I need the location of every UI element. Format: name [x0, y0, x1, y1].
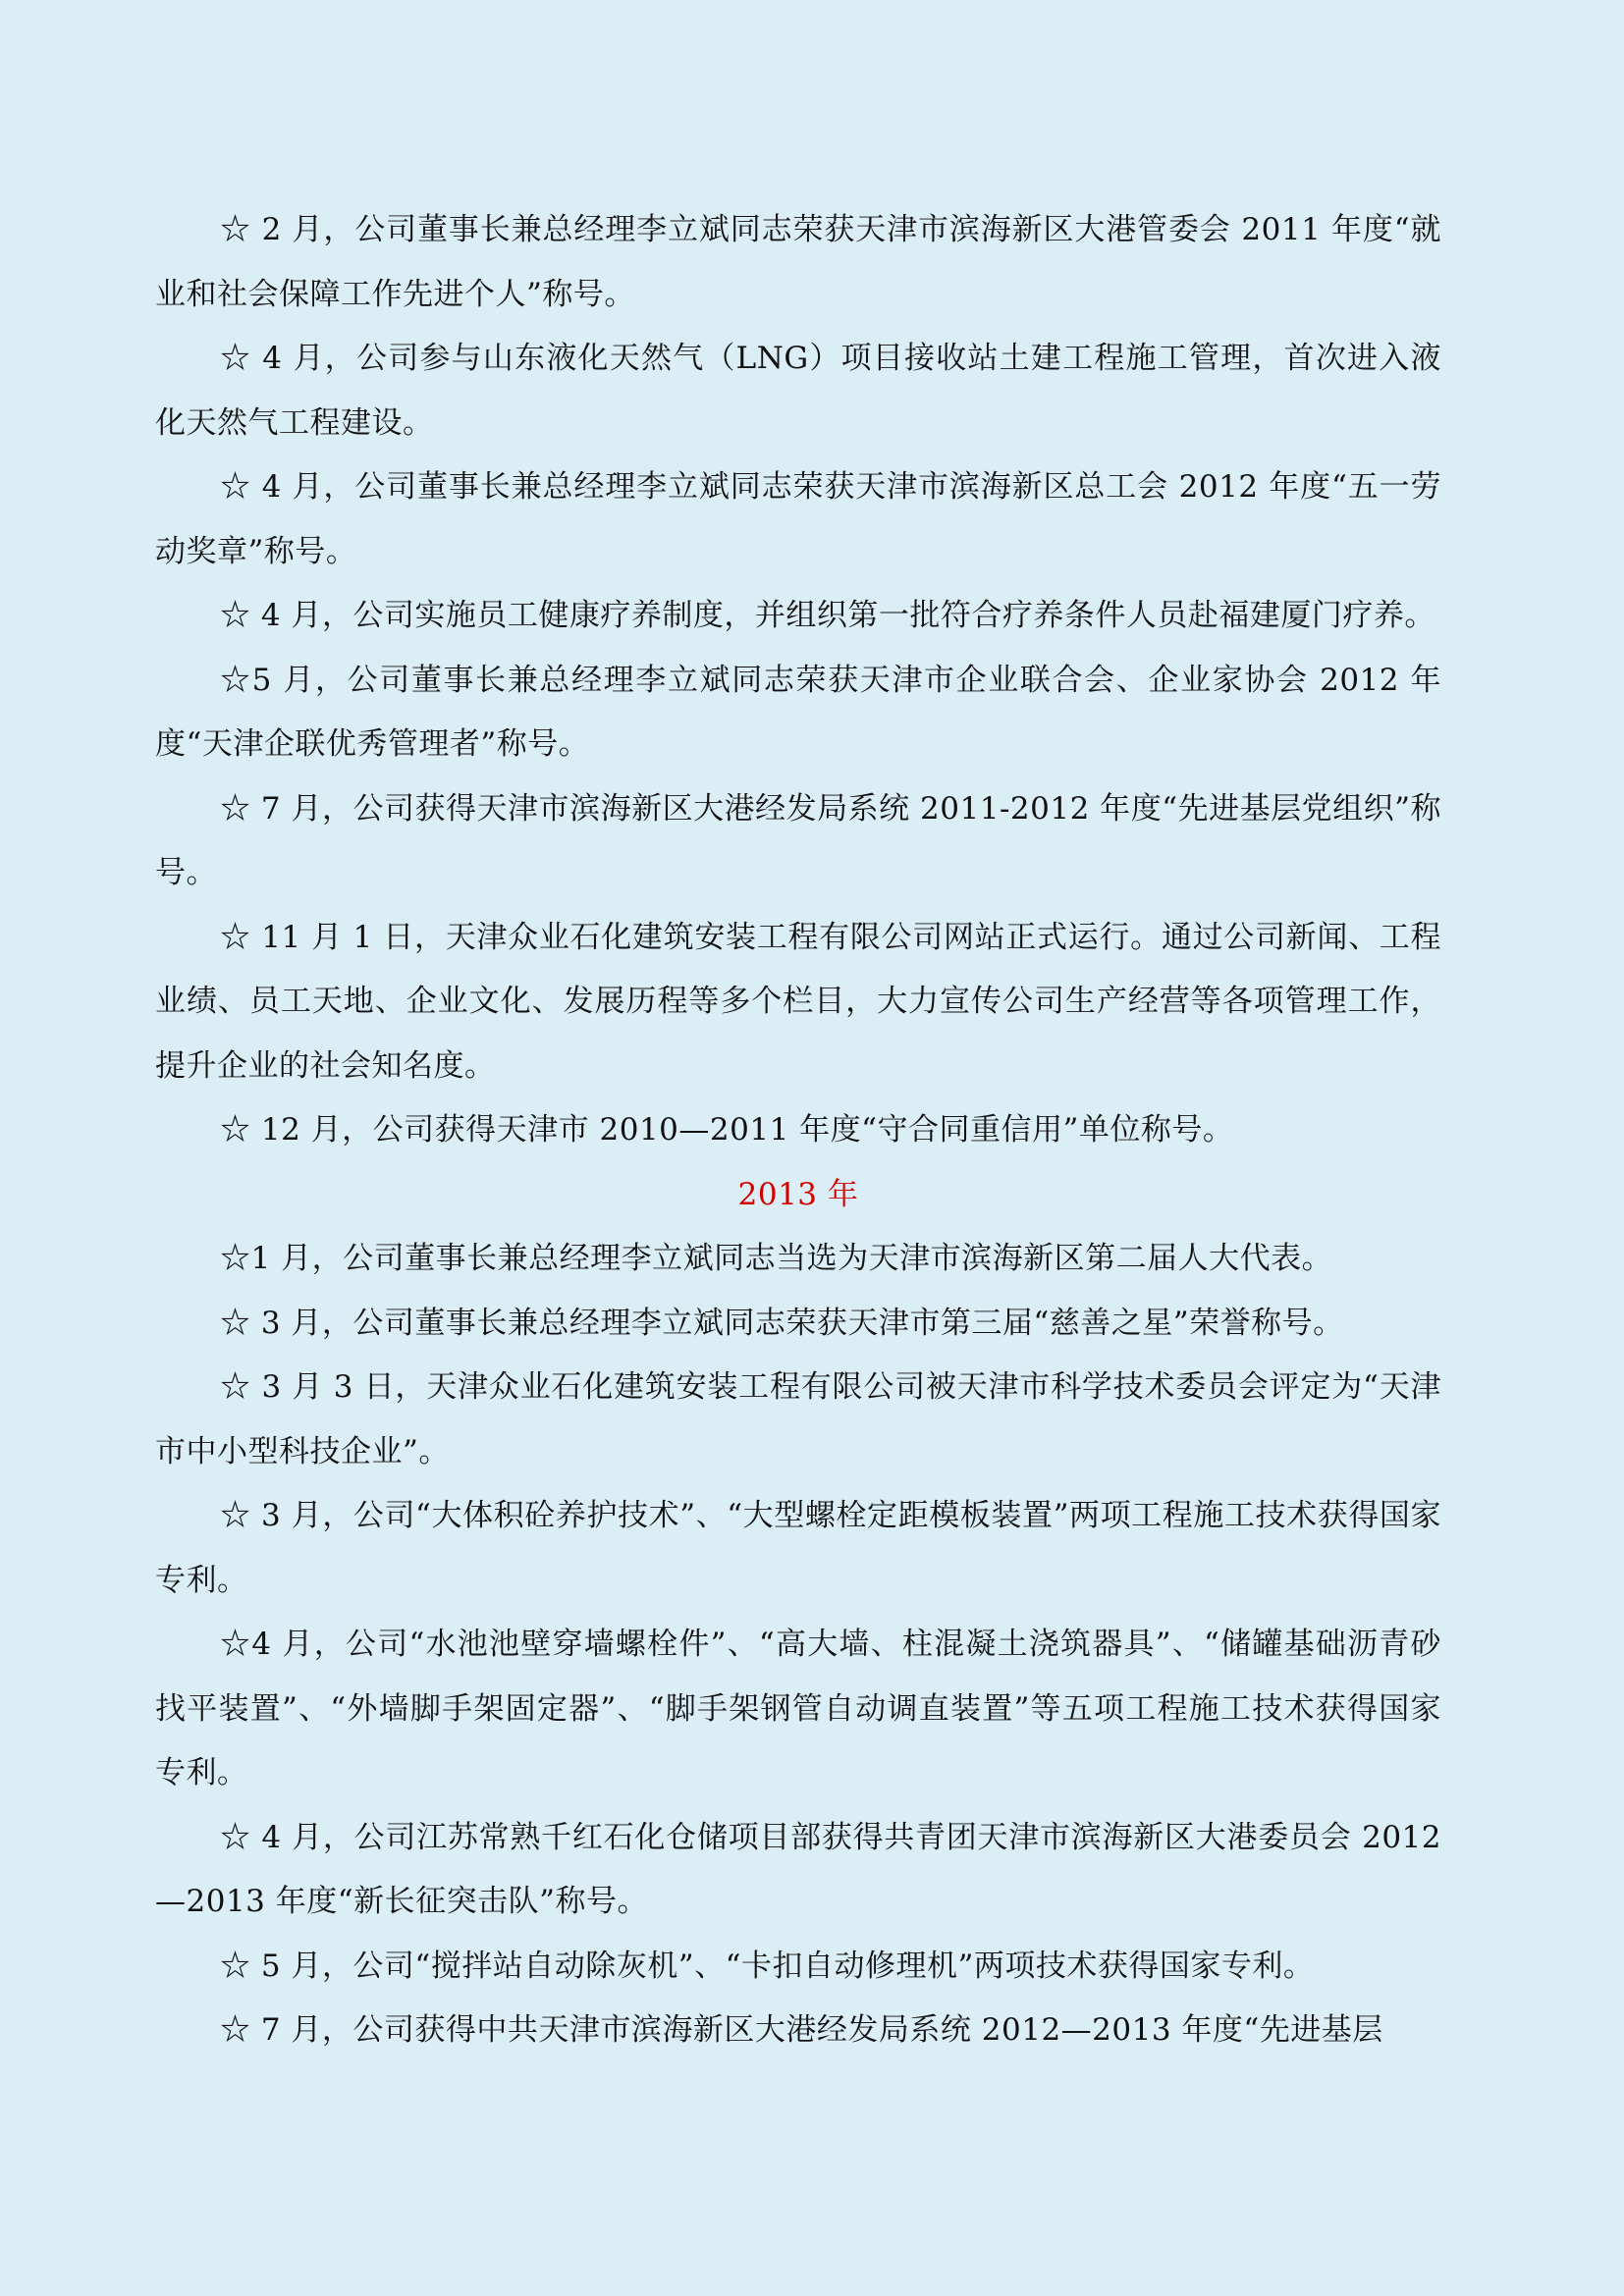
- timeline-entry: ☆5 月，公司董事长兼总经理李立斌同志荣获天津市企业联合会、企业家协会 2012 年度“天津企联优秀管理者”称号。: [155, 662, 1441, 762]
- timeline-entry: ☆ 3 月 3 日，天津众业石化建筑安装工程有限公司被天津市科学技术委员会评定为“天津市中小型科技企业”。: [155, 1369, 1441, 1469]
- timeline-entry: ☆ 11 月 1 日，天津众业石化建筑安装工程有限公司网站正式运行。通过公司新闻、工程业绩、员工天地、企业文化、发展历程等多个栏目，大力宣传公司生产经营等各项管理工作，提升企业的社会知名度。: [155, 919, 1441, 1084]
- document-page: [155, 198, 1441, 2063]
- year-heading-2013: 2013 年: [737, 1176, 859, 1212]
- timeline-entry: ☆1 月，公司董事长兼总经理李立斌同志当选为天津市滨海新区第二届人大代表。: [220, 1241, 1333, 1276]
- timeline-entry: ☆ 5 月，公司“搅拌站自动除灰机”、“卡扣自动修理机”两项技术获得国家专利。: [220, 1948, 1315, 1984]
- section-2012: [155, 198, 1441, 1163]
- timeline-entry: ☆4 月，公司“水池池壁穿墙螺栓件”、“高大墙、柱混凝土浇筑器具”、“储罐基础沥青砂找平装置”、“外墙脚手架固定器”、“脚手架钢管自动调直装置”等五项工程施工技术获得国家专利。: [155, 1627, 1441, 1790]
- timeline-entry: ☆ 2 月，公司董事长兼总经理李立斌同志荣获天津市滨海新区大港管委会 2011 年度“就业和社会保障工作先进个人”称号。: [155, 212, 1441, 312]
- timeline-entry: ☆ 7 月，公司获得天津市滨海新区大港经发局系统 2011-2012 年度“先进基层党组织”称号。: [155, 790, 1441, 890]
- timeline-entry: ☆ 4 月，公司实施员工健康疗养制度，并组织第一批符合疗养条件人员赴福建厦门疗养。: [220, 598, 1435, 633]
- timeline-entry: ☆ 4 月，公司参与山东液化天然气（LNG）项目接收站土建工程施工管理，首次进入液化天然气工程建设。: [155, 341, 1441, 441]
- timeline-entry: ☆ 12 月，公司获得天津市 2010—2011 年度“守合同重信用”单位称号。: [220, 1112, 1234, 1148]
- timeline-entry: ☆ 4 月，公司董事长兼总经理李立斌同志荣获天津市滨海新区总工会 2012 年度“五一劳动奖章”称号。: [155, 469, 1441, 569]
- section-2013: [155, 1227, 1441, 2063]
- timeline-entry: ☆ 3 月，公司董事长兼总经理李立斌同志荣获天津市第三届“慈善之星”荣誉称号。: [220, 1305, 1344, 1341]
- timeline-entry: ☆ 7 月，公司获得中共天津市滨海新区大港经发局系统 2012—2013 年度“先进基层: [220, 2012, 1383, 2048]
- timeline-entry: ☆ 4 月，公司江苏常熟千红石化仓储项目部获得共青团天津市滨海新区大港委员会 2012—2013 年度“新长征突击队”称号。: [155, 1819, 1441, 1919]
- timeline-entry: ☆ 3 月，公司“大体积砼养护技术”、“大型螺栓定距模板装置”两项工程施工技术获得国家专利。: [155, 1498, 1441, 1598]
